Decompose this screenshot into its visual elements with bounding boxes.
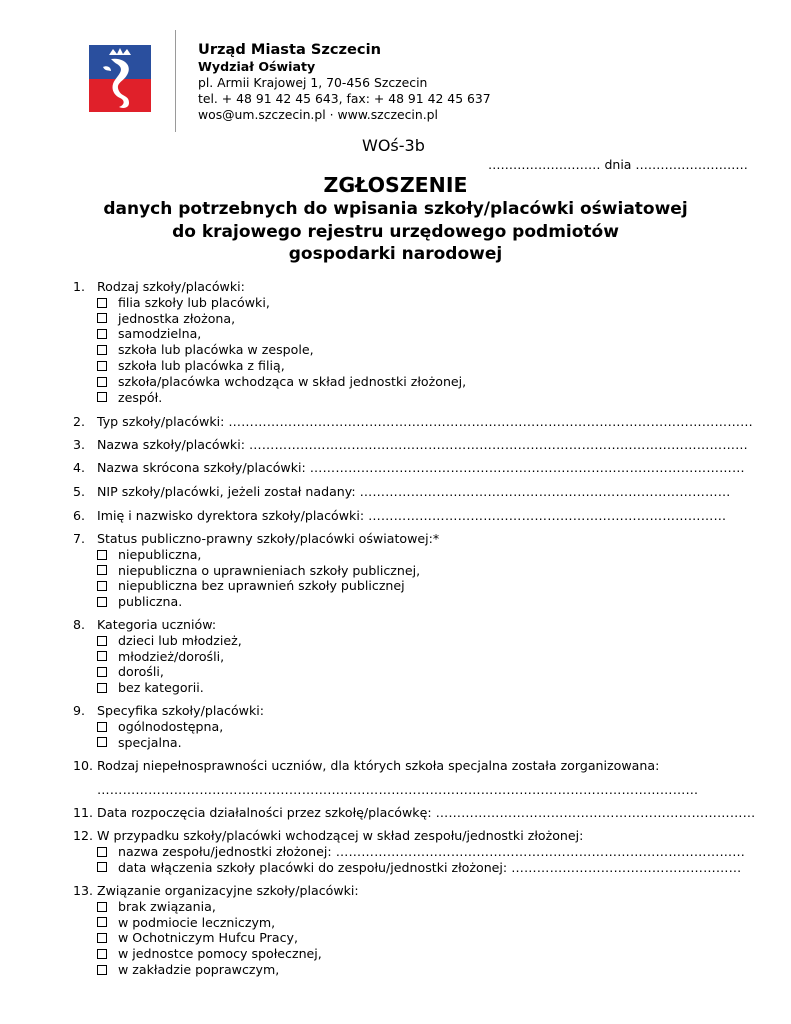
- option-label: młodzież/dorośli,: [118, 648, 225, 664]
- item-label: Specyfika szkoły/placówki:: [97, 703, 265, 718]
- option-bez-kategorii[interactable]: [97, 680, 242, 696]
- option-z-filia[interactable]: [97, 358, 466, 374]
- fill-in-line[interactable]: ……………………………………………………………………………………: [335, 843, 746, 859]
- szczecin-logo: [89, 45, 151, 112]
- option-niepubliczna-bez-uprawnien[interactable]: [97, 578, 439, 594]
- item-label: Imię i nazwisko dyrektora szkoły/placówki:: [97, 508, 365, 523]
- option-label: bez kategorii.: [118, 680, 204, 696]
- option-mlodziez-dorosli[interactable]: [97, 649, 242, 665]
- checkbox-icon[interactable]: [97, 392, 107, 402]
- item-student-category: [73, 617, 242, 696]
- option-niepubliczna-z-uprawnieniami[interactable]: [97, 563, 439, 579]
- checkbox-icon[interactable]: [97, 667, 107, 677]
- option-inclusion-date[interactable]: [97, 860, 745, 876]
- option-pomoc-spoleczna[interactable]: [97, 946, 359, 962]
- item-number: 11.: [73, 805, 94, 820]
- option-niepubliczna[interactable]: [97, 547, 439, 563]
- option-label: data włączenia szkoły placówki do zespołu/jednostki złożonej:: [118, 859, 508, 875]
- option-ohp[interactable]: [97, 930, 359, 946]
- option-dzieci-mlodziez[interactable]: [97, 633, 242, 649]
- fill-in-line[interactable]: ……………………………………………………………………………: [359, 484, 731, 499]
- form-code: WOś-3b: [362, 136, 425, 155]
- item-number: 2.: [73, 414, 86, 429]
- option-label: publiczna.: [118, 594, 183, 610]
- checkbox-icon[interactable]: [97, 329, 107, 339]
- item-number: 13.: [73, 883, 94, 898]
- option-complex-name[interactable]: [97, 844, 745, 860]
- phone-fax: tel. + 48 91 42 45 643, fax: + 48 91 42 45 637: [198, 91, 491, 106]
- checkbox-icon[interactable]: [97, 565, 107, 575]
- checkbox-icon[interactable]: [97, 597, 107, 607]
- fill-in-line[interactable]: …………………………………………………………………………………………: [309, 460, 745, 475]
- subtitle-line-1: danych potrzebnych do wpisania szkoły/placówki oświatowej: [103, 199, 688, 219]
- item-number: 12.: [73, 828, 94, 843]
- item-number: 4.: [73, 460, 86, 475]
- option-ogolnodostepna[interactable]: [97, 719, 264, 735]
- item-number: 8.: [73, 617, 86, 632]
- option-zespol[interactable]: [97, 390, 466, 406]
- item-number: 10.: [73, 758, 94, 773]
- item-label: NIP szkoły/placówki, jeżeli został nadany:: [97, 484, 356, 499]
- form-title: ZGŁOSZENIE: [323, 173, 468, 197]
- item-label: Kategoria uczniów:: [97, 617, 217, 632]
- option-label: specjalna.: [118, 734, 182, 750]
- option-label: niepubliczna,: [118, 546, 202, 562]
- option-label: dzieci lub młodzież,: [118, 632, 242, 648]
- option-label: filia szkoły lub placówki,: [118, 294, 270, 310]
- checkbox-icon[interactable]: [97, 722, 107, 732]
- fill-in-line[interactable]: ……………………………………………………………………………………………………………………………: [97, 781, 699, 797]
- checkbox-icon[interactable]: [97, 862, 107, 872]
- option-label: brak związania,: [118, 898, 216, 914]
- option-podmiot-leczniczy[interactable]: [97, 915, 359, 931]
- organization-name: Urząd Miasta Szczecin: [198, 41, 381, 58]
- fill-in-line[interactable]: ……………………………………………………………………………………………………………: [228, 414, 753, 429]
- option-label: szkoła lub placówka z filią,: [118, 357, 285, 373]
- option-label: niepubliczna bez uprawnień szkoły publicznej: [118, 578, 405, 594]
- item-number: 9.: [73, 703, 86, 718]
- option-publiczna[interactable]: [97, 594, 439, 610]
- item-label: Związanie organizacyjne szkoły/placówki:: [97, 883, 359, 898]
- item-start-date[interactable]: [73, 805, 755, 821]
- option-label: w zakładzie poprawczym,: [118, 961, 280, 977]
- item-number: 5.: [73, 484, 86, 499]
- checkbox-icon[interactable]: [97, 949, 107, 959]
- option-brak-zwiazania[interactable]: [97, 899, 359, 915]
- option-w-zespole[interactable]: [97, 342, 466, 358]
- address: pl. Armii Krajowej 1, 70-456 Szczecin: [198, 75, 428, 90]
- option-label: w jednostce pomocy społecznej,: [118, 946, 322, 962]
- item-label: Rodzaj niepełnosprawności uczniów, dla których szkoła specjalna została zorganizowana:: [97, 758, 660, 773]
- option-dorosli[interactable]: [97, 664, 242, 680]
- item-director-name[interactable]: [73, 508, 726, 524]
- option-label: nazwa zespołu/jednostki złożonej:: [118, 843, 332, 859]
- header-divider: [175, 30, 176, 132]
- item-label: Typ szkoły/placówki:: [97, 414, 225, 429]
- checkbox-icon[interactable]: [97, 298, 107, 308]
- item-number: 6.: [73, 508, 86, 523]
- item-school-name[interactable]: [73, 437, 748, 453]
- fill-in-line[interactable]: ………………………………………………………………………………………………………: [248, 437, 748, 452]
- option-label: szkoła/placówka wchodząca w skład jednostki złożonej,: [118, 373, 467, 389]
- option-zaklad-poprawczy[interactable]: [97, 962, 359, 978]
- item-short-name[interactable]: [73, 460, 745, 476]
- checkbox-icon[interactable]: [97, 377, 107, 387]
- option-label: zespół.: [118, 389, 163, 405]
- date-line[interactable]: ……………………… dnia ………………………: [488, 157, 748, 172]
- item-legal-status: [73, 531, 439, 610]
- item-number: 1.: [73, 279, 86, 294]
- option-label: jednostka złożona,: [118, 310, 236, 326]
- option-jednostka-zlozona[interactable]: [97, 311, 466, 327]
- subtitle-line-3: gospodarki narodowej: [288, 244, 503, 264]
- email-website: wos@um.szczecin.pl · www.szczecin.pl: [198, 107, 438, 122]
- item-label: Rodzaj szkoły/placówki:: [97, 279, 245, 294]
- checkbox-icon[interactable]: [97, 651, 107, 661]
- option-label: dorośli,: [118, 664, 164, 680]
- checkbox-icon[interactable]: [97, 361, 107, 371]
- option-specjalna[interactable]: [97, 735, 264, 751]
- item-number: 7.: [73, 531, 86, 546]
- department-name: Wydział Oświaty: [198, 59, 316, 74]
- checkbox-icon[interactable]: [97, 917, 107, 927]
- item-school-specificity: [73, 703, 264, 750]
- option-label: w Ochotniczym Hufcu Pracy,: [118, 930, 298, 946]
- option-filia[interactable]: [97, 295, 466, 311]
- item-complex-membership: [73, 828, 745, 875]
- fill-in-line[interactable]: …………………………………………………………………………: [368, 508, 727, 523]
- item-disability-type: [73, 758, 698, 798]
- item-label: Data rozpoczęcia działalności przez szkołę/placówkę:: [97, 805, 432, 820]
- checkbox-icon[interactable]: [97, 581, 107, 591]
- option-label: szkoła lub placówka w zespole,: [118, 342, 314, 358]
- item-label: Nazwa szkoły/placówki:: [97, 437, 245, 452]
- header-block: [198, 40, 491, 123]
- checkbox-icon[interactable]: [97, 683, 107, 693]
- option-wchodzaca[interactable]: [97, 374, 466, 390]
- item-label: Nazwa skrócona szkoły/placówki:: [97, 460, 306, 475]
- option-samodzielna[interactable]: [97, 326, 466, 342]
- checkbox-icon[interactable]: [97, 965, 107, 975]
- checkbox-icon[interactable]: [97, 933, 107, 943]
- item-number: 3.: [73, 437, 86, 452]
- checkbox-icon[interactable]: [97, 345, 107, 355]
- item-nip[interactable]: [73, 484, 731, 500]
- item-school-type[interactable]: [73, 414, 753, 430]
- option-label: samodzielna,: [118, 326, 202, 342]
- checkbox-icon[interactable]: [97, 902, 107, 912]
- checkbox-icon[interactable]: [97, 636, 107, 646]
- checkbox-icon[interactable]: [97, 847, 107, 857]
- item-label: Status publiczno-prawny szkoły/placówki oświatowej:*: [97, 531, 440, 546]
- fill-in-line[interactable]: ………………………………………………: [511, 859, 742, 875]
- option-label: ogólnodostępna,: [118, 718, 224, 734]
- item-label: W przypadku szkoły/placówki wchodzącej w skład zespołu/jednostki złożonej:: [97, 828, 584, 843]
- option-label: niepubliczna o uprawnieniach szkoły publicznej,: [118, 562, 421, 578]
- item-organizational-link: [73, 883, 359, 978]
- form-subtitle: [0, 198, 791, 266]
- checkbox-icon[interactable]: [97, 550, 107, 560]
- item-school-kind: [73, 279, 466, 405]
- subtitle-line-2: do krajowego rejestru urzędowego podmiotów: [172, 221, 619, 242]
- option-label: w podmiocie leczniczym,: [118, 914, 276, 930]
- fill-in-line[interactable]: …………………………………………………………………: [435, 805, 756, 820]
- checkbox-icon[interactable]: [97, 737, 107, 747]
- checkbox-icon[interactable]: [97, 313, 107, 323]
